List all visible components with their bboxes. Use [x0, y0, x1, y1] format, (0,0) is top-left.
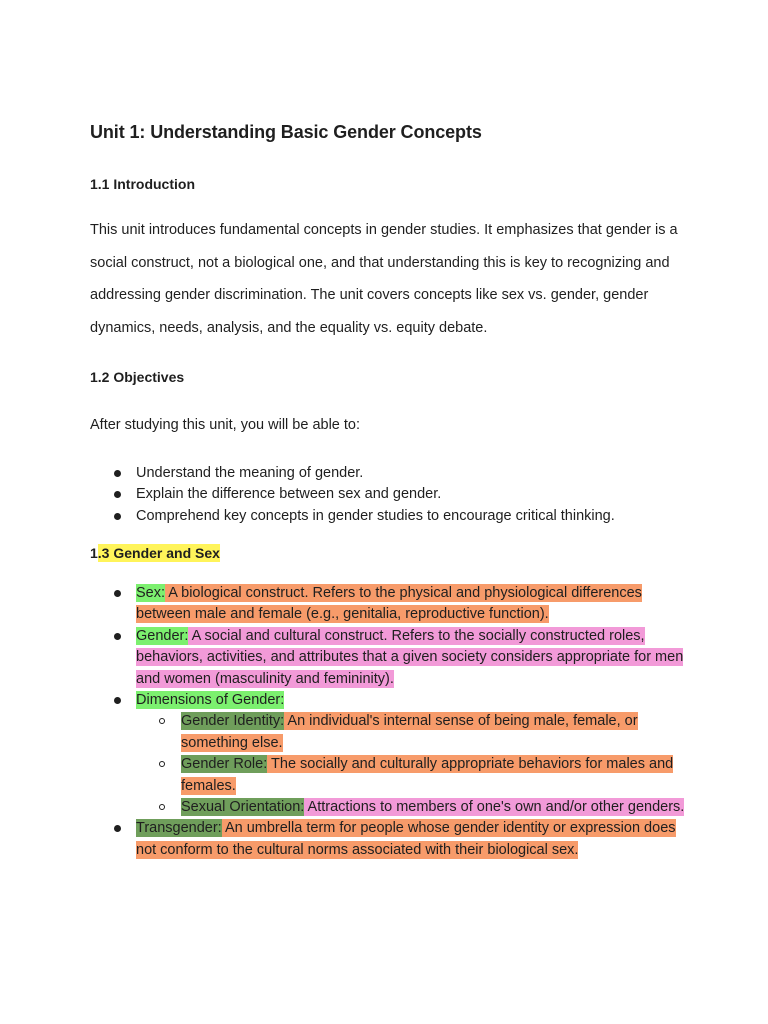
- list-item: [90, 463, 690, 484]
- bullet-icon: [114, 513, 121, 520]
- list-item-gender: [90, 626, 690, 690]
- term-dimensions-of-gender: Dimensions of Gender:: [136, 692, 285, 709]
- definition-transgender: An umbrella term for people whose gender identity or expression does not conform to the cultural norms associated with their biological sex.: [136, 820, 676, 858]
- list-item: [90, 484, 690, 505]
- term-gender: Gender:: [136, 627, 189, 644]
- list-item-transgender: [90, 818, 690, 861]
- section-heading-introduction: 1.1 Introduction: [90, 176, 195, 192]
- definition-sex: A biological construct. Refers to the physical and physiological differences between male and female (e.g., genitalia, reproductive function).: [136, 585, 642, 623]
- list-item-dimensions: [90, 690, 690, 818]
- dimensions-sublist: [136, 711, 690, 818]
- objective-text: Explain the difference between sex and gender.: [136, 486, 442, 503]
- bullet-icon: [114, 825, 121, 832]
- objectives-list: [90, 463, 690, 527]
- objective-text: Understand the meaning of gender.: [136, 465, 364, 481]
- section-heading-objectives: 1.2 Objectives: [90, 369, 185, 385]
- term-transgender: Transgender:: [136, 820, 222, 837]
- heading-prefix: 1: [90, 545, 98, 561]
- document-title: Unit 1: Understanding Basic Gender Concepts: [90, 122, 482, 142]
- definition-sexual-orientation: Attractions to members of one's own and/or other genders.: [304, 799, 685, 816]
- gender-sex-list: [90, 583, 690, 861]
- definition-gender-identity: An individual's internal sense of being male, female, or something else.: [181, 713, 638, 751]
- objectives-intro: After studying this unit, you will be able to:: [90, 417, 361, 433]
- bullet-icon: [114, 470, 121, 477]
- term-sex: Sex:: [136, 585, 166, 601]
- sublist-item-gender-role: [136, 754, 690, 797]
- objective-text: Comprehend key concepts in gender studies to encourage critical thinking.: [136, 507, 615, 524]
- circle-bullet-icon: [159, 761, 165, 767]
- circle-bullet-icon: [159, 718, 165, 724]
- sublist-item-gender-identity: [136, 711, 690, 754]
- heading-highlight: .3 Gender and Sex: [97, 545, 220, 561]
- circle-bullet-icon: [159, 804, 165, 810]
- sublist-item-sexual-orientation: [136, 797, 690, 818]
- definition-gender-role: The socially and culturally appropriate behaviors for males and females.: [181, 756, 674, 794]
- list-item: [90, 506, 690, 527]
- list-item-sex: [90, 583, 690, 626]
- term-gender-identity: Gender Identity:: [181, 713, 285, 730]
- term-gender-role: Gender Role:: [181, 756, 268, 773]
- bullet-icon: [114, 590, 121, 597]
- term-sexual-orientation: Sexual Orientation:: [181, 799, 305, 816]
- bullet-icon: [114, 633, 121, 640]
- bullet-icon: [114, 697, 121, 704]
- bullet-icon: [114, 491, 121, 498]
- introduction-paragraph: This unit introduces fundamental concepts in gender studies. It emphasizes that gender is a social construct, not a biological one, and that understanding this is key to recognizing and addressing gender discrimination. The unit covers concepts like sex vs. gender, gender dynamics, needs, analysis, and the equality vs. equity debate.: [90, 222, 678, 337]
- definition-gender: A social and cultural construct. Refers to the socially constructed roles, behaviors, activities, and attributes that a given society considers appropriate for men and women (masculinity and femininity).: [136, 627, 684, 687]
- section-heading-gender-and-sex: [90, 543, 220, 563]
